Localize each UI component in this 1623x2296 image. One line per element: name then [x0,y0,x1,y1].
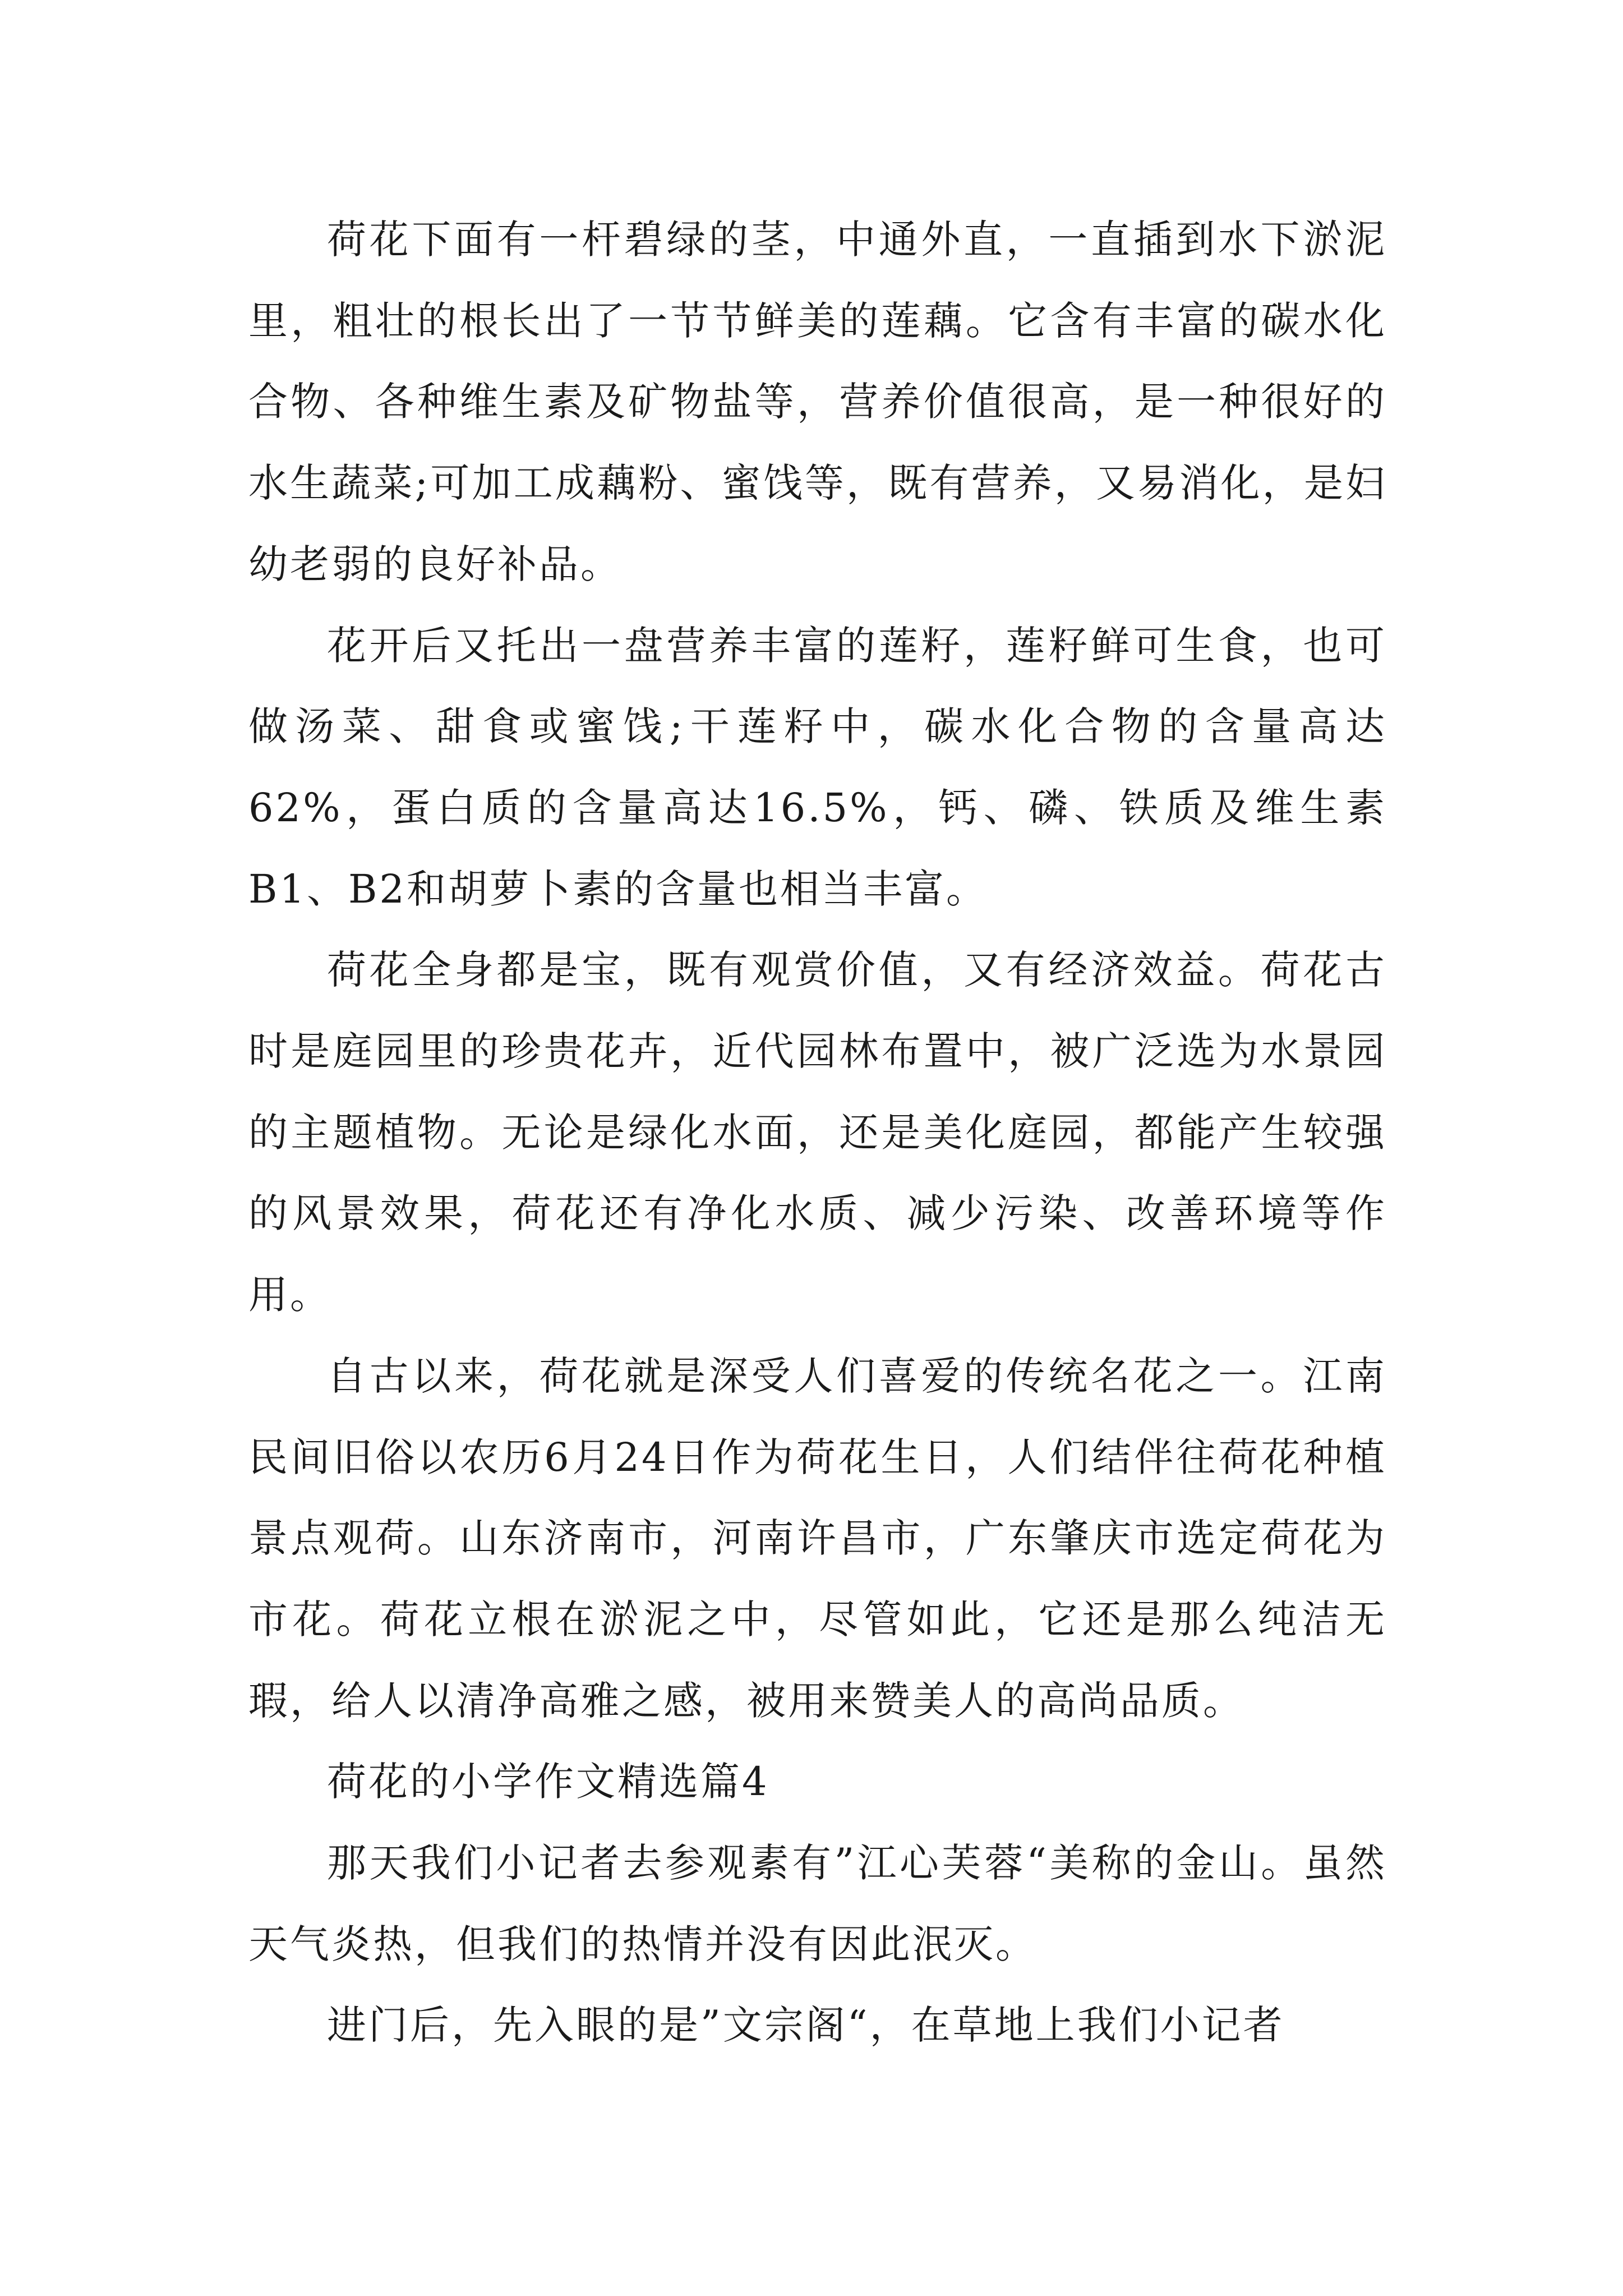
paragraph-wenzong-pavilion: 进门后，先入眼的是”文宗阁“，在草地上我们小记者 [327,2002,1285,2049]
section-heading: 荷花的小学作文精选篇4 [327,1759,769,1805]
paragraph-lotus-value: 荷花全身都是宝，既有观赏价值，又有经济效益。荷花古时是庭园里的珍贵花卉，近代园林布置中，被广泛选为水景园的主题植物。无论是绿化水面，还是美化庭园，都能产生较强的风景效果，荷花还有净化水质、减少污染、改善环境等作用。 [248,947,1387,1318]
paragraph-lotus-stem: 荷花下面有一杆碧绿的茎，中通外直，一直插到水下淤泥里，粗壮的根长出了一节节鲜美的莲藕。它含有丰富的碳水化合物、各种维生素及矿物盐等，营养价值很高，是一种很好的水生蔬菜;可加工成藕粉、蜜饯等，既有营养，又易消化，是妇幼老弱的良好补品。 [248,217,1387,587]
paragraph-lotus-tradition: 自古以来，荷花就是深受人们喜爱的传统名花之一。江南民间旧俗以农历6月24日作为荷花生日，人们结伴往荷花种植景点观荷。山东济南市，河南许昌市，广东肇庆市选定荷花为市花。荷花立根在淤泥之中，尽管如此，它还是那么纯洁无瑕，给人以清净高雅之感，被用来赞美人的高尚品质。 [248,1352,1387,1724]
document-body [248,199,1387,2066]
paragraph-lotus-seeds: 花开后又托出一盘营养丰富的莲籽，莲籽鲜可生食，也可做汤菜、甜食或蜜饯;干莲籽中，碳水化合物的含量高达62%，蛋白质的含量高达16.5%，钙、磷、铁质及维生素B1、B2和胡萝卜素的含量也相当丰富。 [248,622,1387,912]
paragraph-jinshan-visit: 那天我们小记者去参观素有”江心芙蓉“美称的金山。虽然天气炎热，但我们的热情并没有因此泯灭。 [248,1840,1387,1967]
